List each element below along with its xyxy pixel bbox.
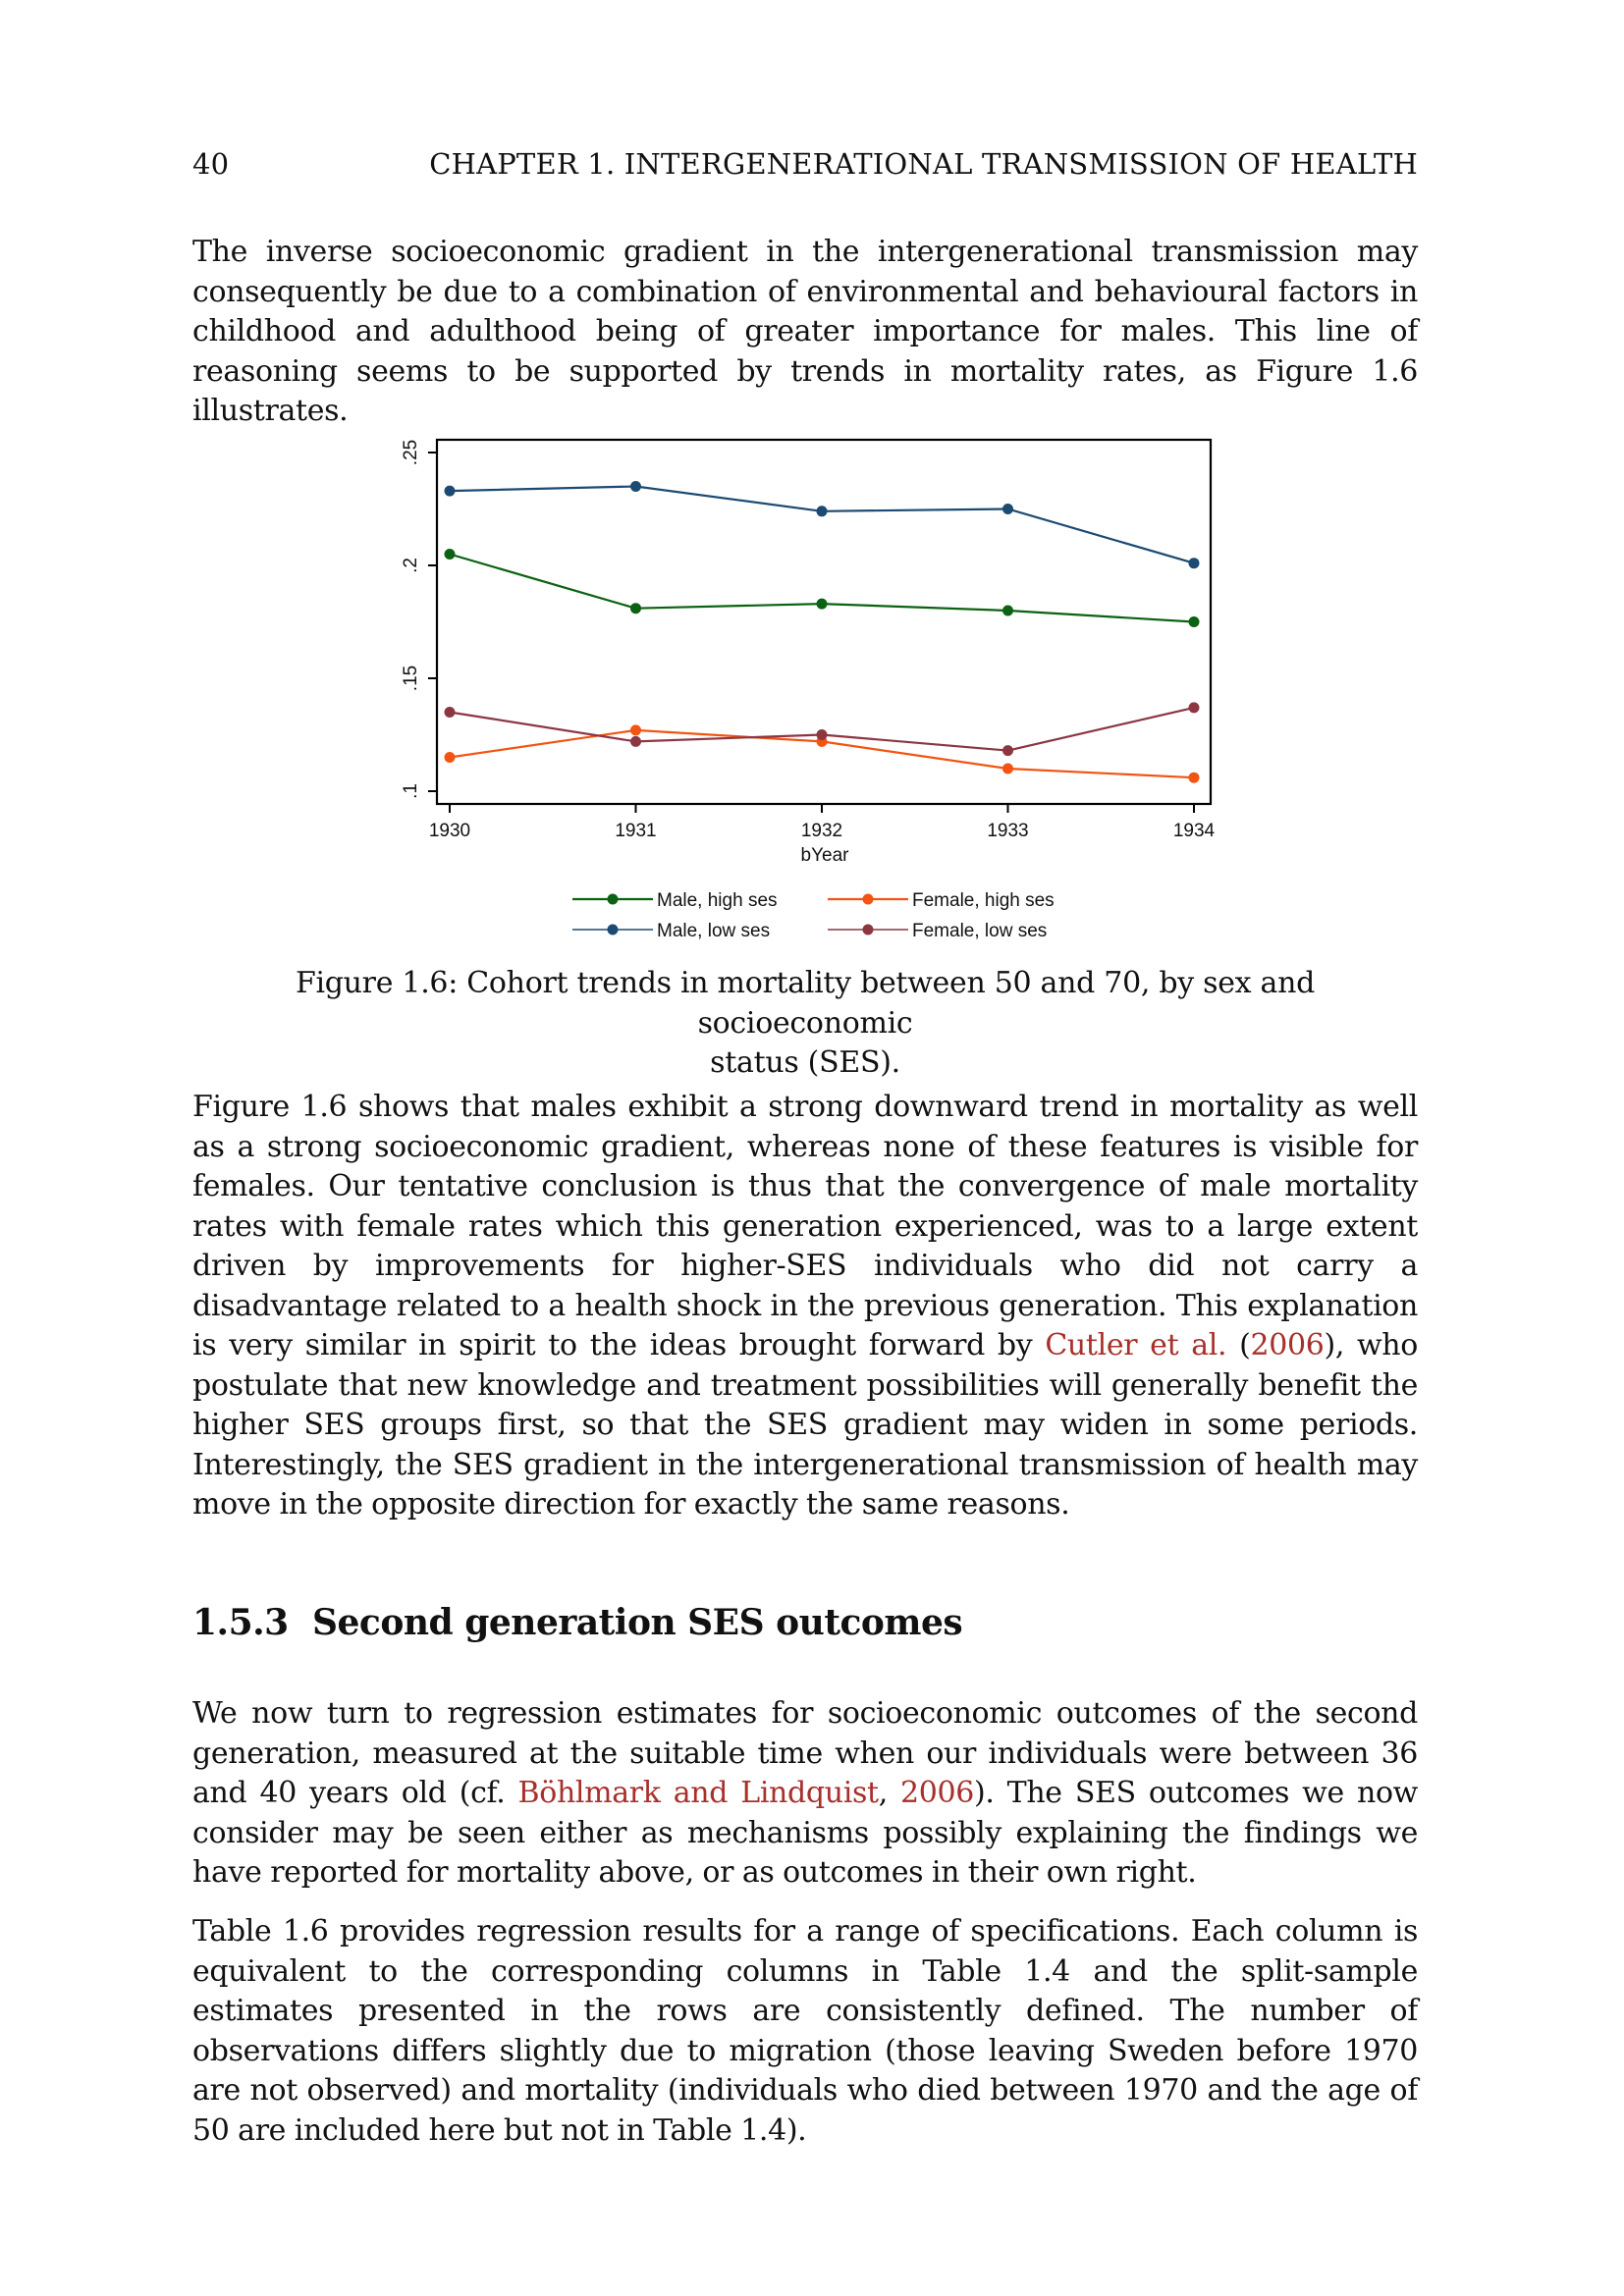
x-axis — [429, 804, 1216, 841]
paragraph-text: The inverse socioeconomic gradient in the intergenerational transmission may consequently be due to a combination of environmental and behavioural factors in childhood and adulthood being of greater importance for males. This line of reasoning seems to be supported by trends in mortality rates, as Figure 1.6 illustrates. — [192, 235, 1418, 428]
data-point — [445, 707, 456, 718]
citation-cutler-year-link[interactable]: 2006 — [1250, 1328, 1325, 1362]
y-axis — [401, 440, 437, 799]
section-title: Second generation SES outcomes — [312, 1602, 963, 1643]
data-point — [1189, 702, 1200, 713]
paragraph-text: ), who postulate that new knowledge and treatment possibilities will generally benefit the higher SES groups first, so that the SES gradient may widen in some periods. Interestingly, the SES gradient in the intergenerational transmission of health may move in the opposite direction for exactly the same reasons. — [192, 1328, 1418, 1522]
line-chart — [0, 0, 1624, 962]
data-point — [817, 599, 828, 610]
legend-label: Female, low ses — [912, 921, 1048, 941]
data-point — [1002, 606, 1013, 616]
chapter-title: CHAPTER 1. INTERGENERATIONAL TRANSMISSION OF HEALTH — [429, 147, 1418, 181]
paren: ( — [1226, 1328, 1251, 1362]
paragraph-table-description — [192, 1912, 1418, 2151]
legend-label: Male, low ses — [657, 921, 771, 941]
x-tick-label: 1930 — [428, 821, 471, 841]
caption-line-2: status (SES). — [710, 1045, 900, 1080]
citation-cutler-link[interactable]: Cutler et al. — [1045, 1328, 1227, 1362]
caption-line-1: Figure 1.6: Cohort trends in mortality between 50 and 70, by sex and socioeconomic — [295, 966, 1316, 1041]
chart-legend — [572, 890, 1055, 941]
x-tick-label: 1934 — [1172, 821, 1216, 841]
plot-frame — [437, 440, 1211, 804]
data-point — [630, 736, 641, 747]
section-heading — [192, 1602, 962, 1643]
data-point — [1002, 745, 1013, 756]
data-point — [1002, 764, 1013, 774]
data-point — [630, 603, 641, 614]
paragraph-text: ). The SES outcomes we now consider may be seen either as mechanisms possibly explaining the findings we have reported for mortality above, or as outcomes in their own right. — [192, 1776, 1419, 1890]
data-point — [1189, 558, 1200, 568]
x-tick-label: 1932 — [800, 821, 843, 841]
figure-caption — [192, 964, 1418, 1084]
citation-bohlmark-year-link[interactable]: 2006 — [900, 1776, 974, 1810]
figure-1-6-chart — [0, 0, 1624, 966]
y-tick-label: .15 — [401, 665, 421, 692]
data-point — [1189, 616, 1200, 627]
y-tick-label: .25 — [401, 439, 421, 466]
data-point — [817, 729, 828, 740]
separator: , — [878, 1776, 901, 1810]
section-number: 1.5.3 — [192, 1602, 289, 1643]
data-point — [630, 481, 641, 492]
data-point — [817, 506, 828, 516]
x-axis-label: bYear — [800, 845, 849, 866]
x-tick-label: 1933 — [987, 821, 1029, 841]
paragraph-text: Figure 1.6 shows that males exhibit a strong downward trend in mortality as well as a strong socioeconomic gradient, whereas none of these features is visible for females. Our tentative conclusion is thus that the convergence of male mortality rates with female rates which this generation experienced, was to a large extent driven by improvements for higher-SES individuals who did not carry a disadvantage related to a health shock in the previous generation. This explanation is very similar in spirit to the ideas brought forward by — [192, 1090, 1418, 1362]
page-number: 40 — [192, 147, 230, 181]
y-tick-label: .2 — [401, 558, 421, 573]
series-line — [450, 487, 1194, 563]
data-point — [445, 486, 456, 497]
legend-label: Female, high ses — [912, 890, 1055, 911]
series-line — [450, 555, 1194, 622]
data-point — [445, 752, 456, 763]
paragraph-text: Table 1.6 provides regression results for a range of specifications. Each column is equivalent to the corresponding columns in Table 1.4 and the split-sample estimates presented in the rows are consistently defined. The number of observations differs slightly due to migration (those leaving Sweden before 1970 are not observed) and mortality (individuals who died between 1970 and the age of 50 are included here but not in Table 1.4). — [192, 1914, 1418, 2148]
legend-label: Male, high ses — [657, 890, 778, 911]
x-tick-label: 1931 — [615, 821, 657, 841]
data-point — [1002, 504, 1013, 514]
data-point — [630, 724, 641, 735]
paragraph-ses-intro — [192, 1694, 1418, 1894]
citation-bohlmark-link[interactable]: Böhlmark and Lindquist — [517, 1776, 879, 1810]
data-point — [445, 549, 456, 560]
chart-series — [445, 481, 1200, 783]
y-tick-label: .1 — [401, 783, 421, 799]
paragraph-text: We now turn to regression estimates for socioeconomic outcomes of the second generation, measured at the suitable time when our individuals were between 36 and 40 years old (cf. — [192, 1696, 1418, 1810]
data-point — [1189, 773, 1200, 783]
paragraph-discussion — [192, 1088, 1418, 1525]
